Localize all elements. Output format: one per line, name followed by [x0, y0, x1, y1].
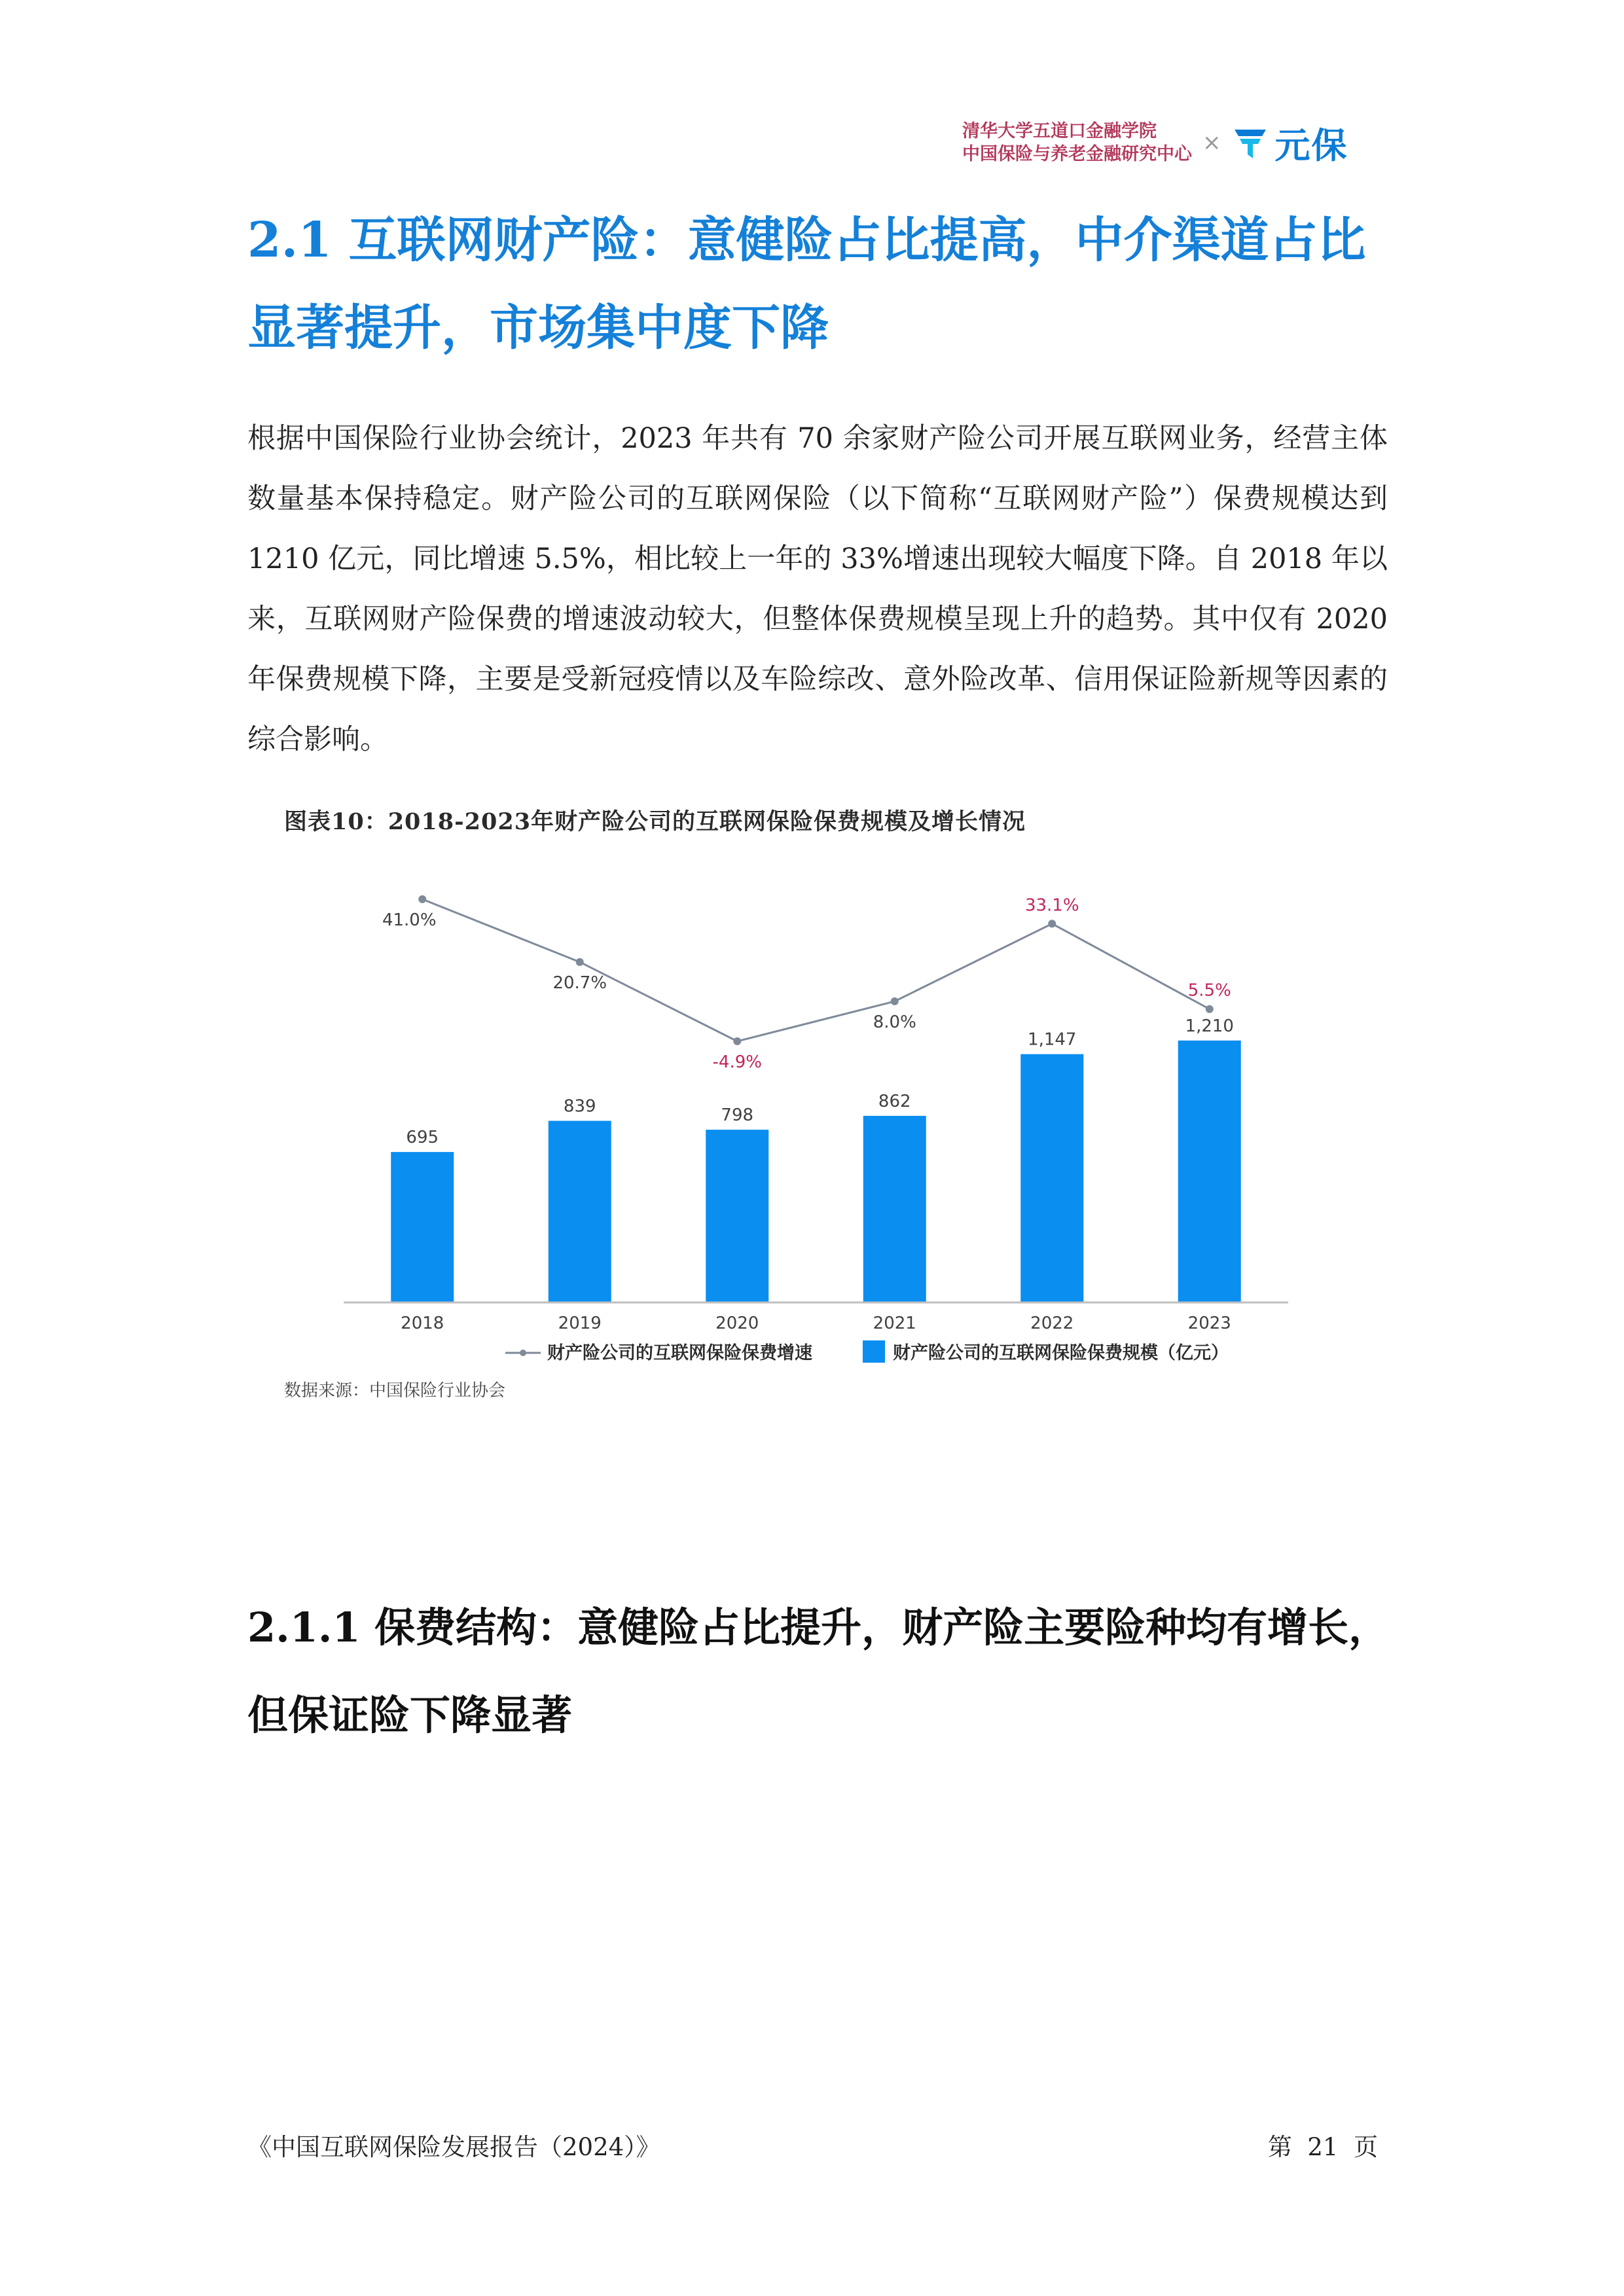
premium-bar-label-2023: 1,210 [1185, 1016, 1234, 1036]
section-title: 2.1 互联网财产险：意健险占比提高，中介渠道占比显著提升，市场集中度下降 [247, 212, 1366, 356]
premium-bar-2021 [863, 1116, 926, 1302]
legend-line-marker [520, 1350, 526, 1356]
premium-bar-label-2018: 695 [406, 1128, 439, 1148]
footer-page-number [1268, 2127, 1378, 2162]
x-tick-2023: 2023 [1187, 1314, 1231, 1333]
figure-caption: 图表10：2018-2023年财产险公司的互联网保险保费规模及增长情况 [284, 808, 1026, 835]
premium-bar-2019 [549, 1121, 611, 1302]
premium-bar-2020 [706, 1130, 768, 1302]
growth-label-2019: 20.7% [552, 973, 607, 993]
footer-report-title: 《中国互联网保险发展报告（2024）》 [247, 2133, 660, 2161]
premium-bar-label-2020: 798 [721, 1105, 754, 1126]
premium-bar-label-2022: 1,147 [1028, 1030, 1077, 1050]
x-tick-2022: 2022 [1030, 1314, 1074, 1333]
growth-point-2023 [1206, 1005, 1214, 1013]
growth-point-2018 [418, 895, 426, 903]
logo-text: 元保 [1274, 124, 1348, 166]
premium-bar-label-2021: 862 [878, 1091, 911, 1111]
premium-bar-2023 [1178, 1041, 1241, 1302]
growth-point-2021 [891, 997, 899, 1005]
legend-line-label: 财产险公司的互联网保险保费增速 [547, 1343, 812, 1363]
growth-label-2023: 5.5% [1187, 980, 1231, 1001]
x-tick-2018: 2018 [401, 1314, 444, 1333]
chart-source: 数据来源：中国保险行业协会 [284, 1381, 506, 1401]
header-org-line2: 中国保险与养老金融研究中心 [962, 144, 1192, 164]
body-paragraph: 根据中国保险行业协会统计，2023 年共有 70 余家财产险公司开展互联网业务，经营主体数量基本保持稳定。财产险公司的互联网保险（以下简称“互联网财产险”）保费规模达到 1210 亿元，同比增速 5.5%，相比较上一年的 33%增速出现较大幅度下降。自 2018 年以来，互联网财产险保费的增速波动较大，但整体保费规模呈现上升的趋势。其中仅有 2020 年保费规模下降，主要是受新冠疫情以及车险综改、意外险改革、信用保证险新规等因素的综合影响。 [247, 422, 1388, 756]
subsection-title: 2.1.1 保费结构：意健险占比提升，财产险主要险种均有增长，但保证险下降显著 [247, 1604, 1390, 1739]
growth-label-2020: -4.9% [712, 1052, 762, 1072]
page-suffix: 页 [1354, 2133, 1378, 2161]
growth-point-2020 [733, 1037, 741, 1045]
legend-bar-label: 财产险公司的互联网保险保费规模（亿元） [893, 1343, 1229, 1363]
premium-bar-label-2019: 839 [563, 1096, 596, 1117]
growth-line [422, 899, 1210, 1041]
header-separator: × [1202, 130, 1221, 156]
premium-bar-2018 [391, 1152, 454, 1302]
x-tick-2021: 2021 [873, 1314, 916, 1333]
growth-label-2021: 8.0% [873, 1012, 916, 1032]
page-number: 21 [1307, 2133, 1339, 2161]
header-org-line1: 清华大学五道口金融学院 [962, 121, 1157, 141]
growth-label-2022: 33.1% [1024, 895, 1079, 916]
growth-point-2019 [576, 958, 584, 966]
legend-bar-swatch [863, 1340, 885, 1363]
growth-label-2018: 41.0% [382, 910, 437, 930]
premium-bar-2022 [1020, 1054, 1083, 1302]
x-tick-2020: 2020 [715, 1314, 759, 1333]
growth-point-2022 [1048, 920, 1056, 927]
page-prefix: 第 [1267, 2133, 1292, 2161]
x-tick-2019: 2019 [558, 1314, 602, 1333]
